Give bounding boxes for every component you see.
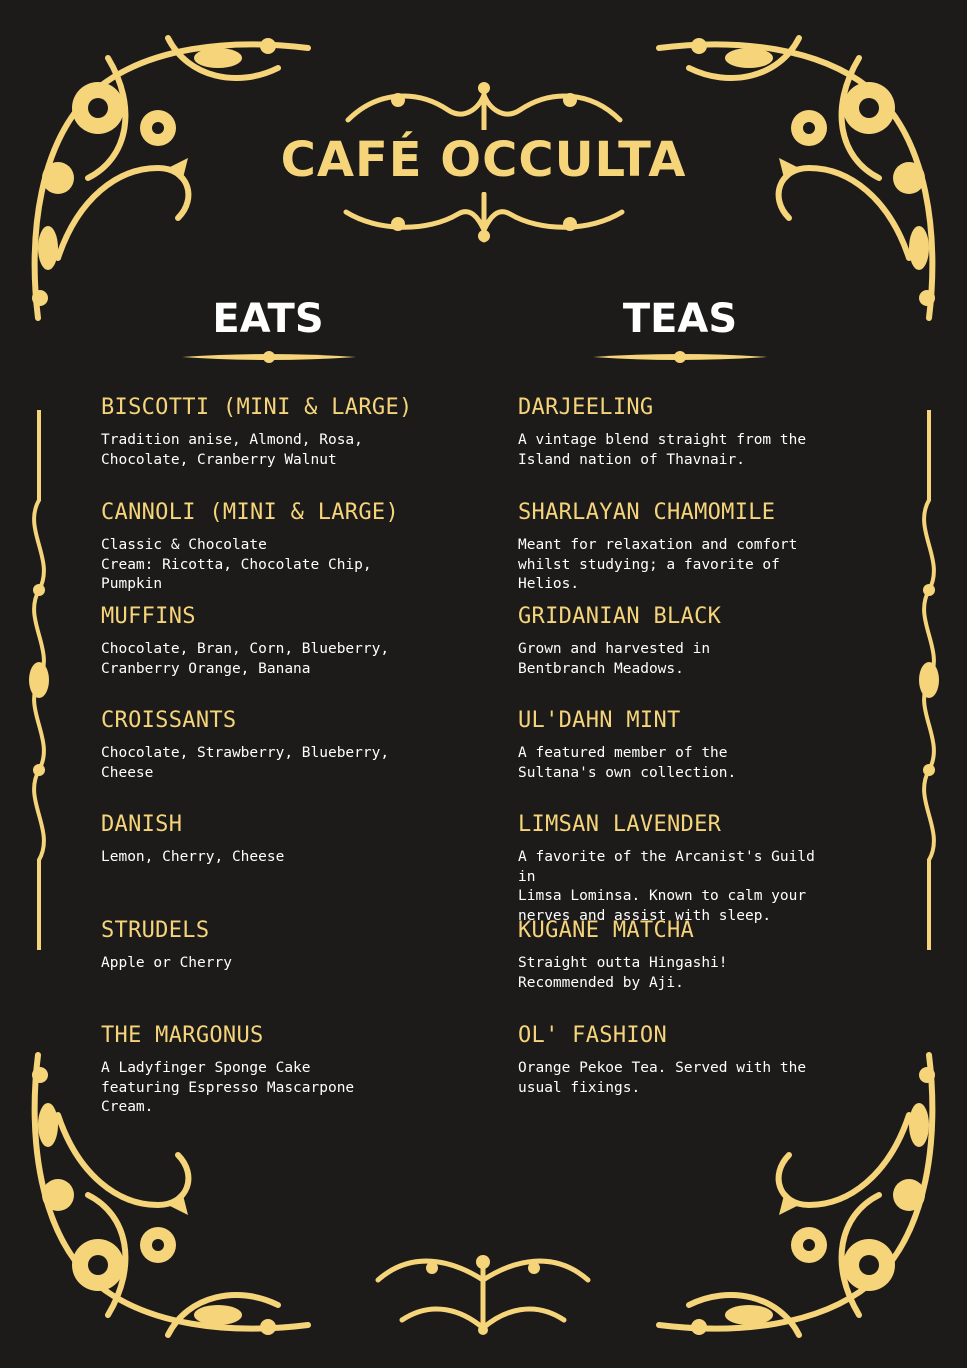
item-name: DARJEELING (518, 395, 654, 420)
teas-divider (593, 348, 767, 370)
eats-item-cannoli (101, 500, 401, 595)
item-name: OL' FASHION (518, 1023, 667, 1048)
item-description: A featured member of the Sultana's own collection. (518, 745, 737, 781)
item-name: DANISH (101, 812, 183, 837)
item-description: Grown and harvested in Bentbranch Meadows. (518, 641, 711, 677)
teas-item-ol-fashion (518, 1023, 818, 1098)
eats-item-danish (101, 812, 401, 868)
teas-item-sharlayan-chamomile (518, 500, 818, 595)
item-description: Lemon, Cherry, Cheese (101, 849, 285, 865)
item-name: CANNOLI (MINI & LARGE) (101, 500, 399, 525)
item-description: Apple or Cherry (101, 955, 232, 971)
item-name: SHARLAYAN CHAMOMILE (518, 500, 776, 525)
teas-item-darjeeling (518, 395, 818, 470)
teas-item-gridanian-black (518, 604, 818, 679)
item-description: Tradition anise, Almond, Rosa, Chocolate, Cranberry Walnut (101, 432, 363, 468)
item-description: Classic & Chocolate Cream: Ricotta, Chocolate Chip, Pumpkin (101, 537, 372, 592)
eats-divider (182, 348, 356, 370)
eats-item-margonus (101, 1023, 401, 1118)
eats-item-biscotti (101, 395, 413, 470)
item-name: LIMSAN LAVENDER (518, 812, 722, 837)
item-description: A favorite of the Arcanist's Guild in Limsa Lominsa. Known to calm your nerves and assist with sleep. (518, 849, 815, 924)
eats-heading: EATS (212, 296, 324, 342)
side-ornament-left (22, 410, 56, 950)
eats-item-muffins (101, 604, 401, 679)
side-ornament-right (912, 410, 946, 950)
eats-item-croissants (101, 708, 401, 783)
item-description: Chocolate, Strawberry, Blueberry, Cheese (101, 745, 390, 781)
item-description: Orange Pekoe Tea. Served with the usual fixings. (518, 1060, 807, 1096)
item-name: BISCOTTI (MINI & LARGE) (101, 395, 413, 420)
teas-item-limsan-lavender (518, 812, 818, 926)
item-description: Straight outta Hingashi! Recommended by Aji. (518, 955, 728, 991)
title-flourish-bottom (338, 192, 630, 244)
item-name: THE MARGONUS (101, 1023, 264, 1048)
title-flourish-top (338, 80, 630, 130)
bottom-center-flourish (372, 1250, 594, 1336)
eats-item-strudels (101, 918, 401, 974)
item-description: A vintage blend straight from the Island nation of Thavnair. (518, 432, 807, 468)
item-name: STRUDELS (101, 918, 210, 943)
item-name: GRIDANIAN BLACK (518, 604, 722, 629)
item-name: KUGANE MATCHA (518, 918, 695, 943)
item-name: CROISSANTS (101, 708, 237, 733)
item-description: A Ladyfinger Sponge Cake featuring Espresso Mascarpone Cream. (101, 1060, 355, 1115)
item-name: MUFFINS (101, 604, 196, 629)
teas-heading: TEAS (622, 296, 738, 342)
teas-item-kugane-matcha (518, 918, 818, 993)
teas-item-uldahn-mint (518, 708, 818, 783)
menu-title: CAFÉ OCCULTA (280, 132, 687, 188)
item-description: Meant for relaxation and comfort whilst studying; a favorite of Helios. (518, 537, 798, 592)
item-description: Chocolate, Bran, Corn, Blueberry, Cranberry Orange, Banana (101, 641, 390, 677)
item-name: UL'DAHN MINT (518, 708, 681, 733)
